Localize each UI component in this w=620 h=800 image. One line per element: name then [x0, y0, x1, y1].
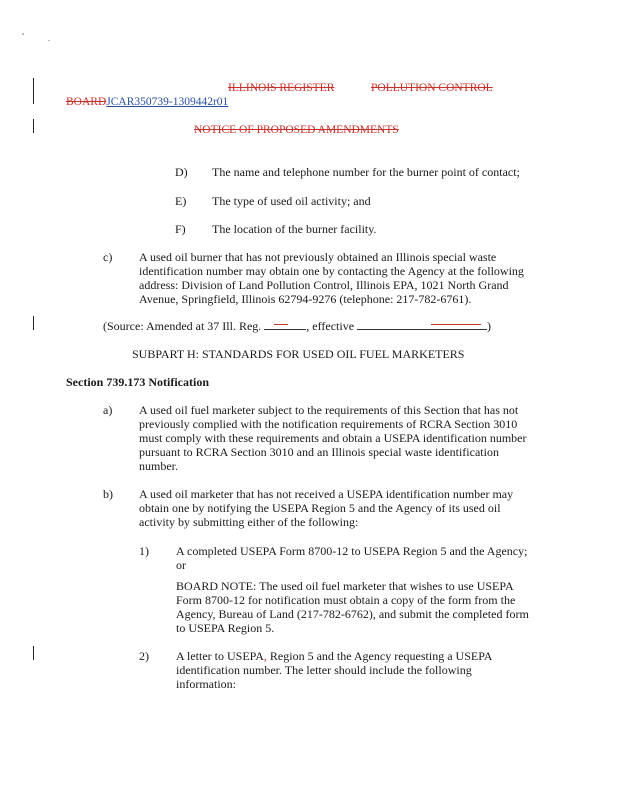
item-label: 1): [139, 544, 149, 558]
effective-date-blank: [357, 319, 487, 330]
board-note-line: Form 8700-12 for notification must obtain a copy of the form from the: [176, 593, 516, 607]
item-line: information:: [176, 677, 236, 691]
paragraph-label: b): [103, 487, 113, 501]
item-line: [176, 649, 492, 664]
board-note-line: to USEPA Region 5.: [176, 621, 275, 635]
scan-speck: [22, 33, 24, 35]
burner-item-text: The location of the burner facility.: [212, 222, 377, 236]
section-title: Section 739.173 Notification: [66, 375, 209, 389]
paragraph-line: A used oil fuel marketer subject to the requirements of this Section that has not: [139, 403, 519, 417]
paragraph-label: c): [103, 250, 113, 264]
item-label: 2): [139, 649, 149, 663]
change-bar: [33, 646, 34, 660]
document-id: JCAR350739-1309442r01: [106, 96, 229, 108]
item-line-part: A letter to USEPA: [176, 649, 264, 663]
paragraph-line: identification number may obtain one by contacting the Agency at the following: [139, 264, 524, 278]
paragraph-line: number.: [139, 459, 178, 473]
paragraph-line: address: Division of Land Pollution Control, Illinois EPA, 1021 North Grand: [139, 278, 509, 292]
paragraph-line: previously complied with the notification requirements of RCRA Section 3010: [139, 417, 518, 431]
inserted-comma: ,: [263, 649, 267, 663]
board-word-struck: BOARD: [66, 96, 107, 108]
burner-item-label: F): [175, 222, 186, 236]
source-note: [103, 319, 491, 334]
scan-speck: [48, 40, 50, 41]
source-effective: , effective: [306, 319, 355, 333]
item-line-part: Region 5 and the Agency requesting a USEPA: [266, 649, 493, 663]
source-prefix: (Source: Amended at 37 Ill. Reg.: [103, 319, 262, 333]
header-line-2: [66, 95, 228, 110]
board-name-struck: POLLUTION CONTROL: [371, 82, 493, 94]
paragraph-line: must comply with these requirements and obtain a USEPA identification number: [139, 431, 527, 445]
subpart-heading: SUBPART H: STANDARDS FOR USED OIL FUEL MARKETERS: [132, 347, 465, 361]
register-title: ILLINOIS REGISTER: [228, 82, 335, 94]
burner-item-text: The name and telephone number for the burner point of contact;: [212, 165, 520, 179]
paragraph-line: activity by submitting either of the following:: [139, 515, 359, 529]
paragraph-line: obtain one by notifying the USEPA Region 5 and the Agency of its used oil: [139, 501, 501, 515]
change-bar: [33, 119, 34, 133]
paragraph-line: A used oil marketer that has not received a USEPA identification number may: [139, 487, 514, 501]
paragraph-line: Avenue, Springfield, Illinois 62794-9276 (telephone: 217-782-6761).: [139, 292, 472, 306]
board-note-line: BOARD NOTE: The used oil fuel marketer that wishes to use USEPA: [176, 579, 514, 593]
notice-title: NOTICE OF PROPOSED AMENDMENTS: [194, 124, 399, 136]
item-line: A completed USEPA Form 8700-12 to USEPA Region 5 and the Agency;: [176, 544, 528, 558]
burner-item-text: The type of used oil activity; and: [212, 194, 371, 208]
item-line: or: [176, 558, 186, 572]
paragraph-line: A used oil burner that has not previously obtained an Illinois special waste: [139, 250, 497, 264]
change-bar: [33, 78, 34, 104]
paragraph-label: a): [103, 403, 113, 417]
register-page-blank: [264, 319, 306, 330]
paragraph-line: pursuant to RCRA Section 3010 and an Illinois special waste identification: [139, 445, 499, 459]
item-line: identification number. The letter should include the following: [176, 663, 472, 677]
source-suffix: ): [487, 319, 492, 333]
change-bar: [33, 316, 34, 330]
burner-item-label: D): [175, 165, 188, 179]
burner-item-label: E): [175, 194, 187, 208]
board-note-line: Agency, Bureau of Land (217-782-6762), and submit the completed form: [176, 607, 529, 621]
